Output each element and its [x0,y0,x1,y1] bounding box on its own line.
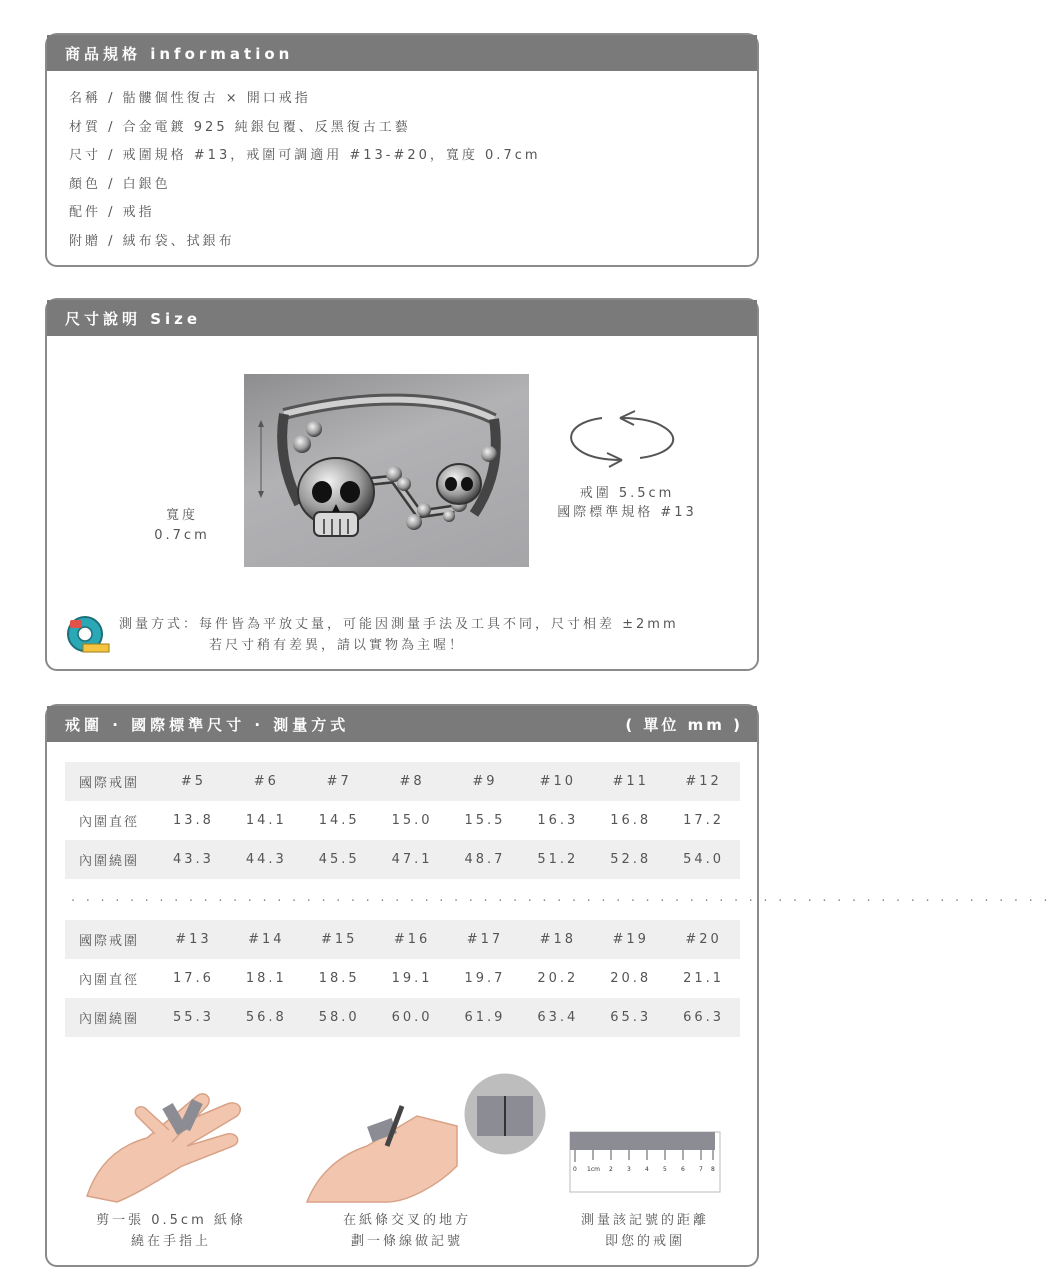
measure-note [119,614,679,656]
table-cell: 20.8 [610,971,652,986]
table-cell: #7 [303,762,376,801]
ruler-mark: 8 [711,1166,715,1173]
table-cell: #13 [157,920,230,959]
row-header: 內圍繞圈 [65,998,157,1037]
size-header: 尺寸說明 Size [47,300,757,336]
table-cell: 47.1 [376,840,449,879]
ruler-mark: 6 [681,1166,685,1173]
table-row-diameter [65,801,740,840]
row-header: 內圍繞圈 [65,840,157,879]
width-label [127,506,237,546]
ruler-mark: 2 [609,1166,613,1173]
table-cell: #17 [449,920,522,959]
table-cell: 21.1 [683,971,725,986]
table-cell: 16.8 [610,813,652,828]
table-cell: 18.5 [318,971,360,986]
width-label-text: 寬度 [165,508,198,523]
step3-caption [545,1210,745,1252]
size-table-a [65,762,740,879]
info-row-color: 顏色 / 白銀色 [69,176,171,192]
product-info-panel [45,33,759,267]
product-info-header: 商品規格 information [47,35,757,71]
size-table-panel [45,704,1058,1267]
info-row-gift: 附贈 / 絨布袋、拭銀布 [69,233,235,249]
table-cell: 51.2 [521,840,594,879]
rotate-arrows-icon [562,410,682,470]
width-value: 0.7cm [154,528,210,543]
table-row-circumference [65,998,740,1037]
table-cell: 43.3 [157,840,230,879]
circumference-label [527,484,727,522]
table-cell: 63.4 [521,998,594,1037]
table-cell: 44.3 [230,840,303,879]
table-cell: #12 [667,762,740,801]
table-cell: 61.9 [449,998,522,1037]
info-row-size: 尺寸 / 戒圍規格 #13，戒圍可調適用 #13-#20，寬度 0.7cm [69,148,541,163]
table-cell: #18 [521,920,594,959]
table-cell: 14.1 [245,813,287,828]
dotted-separator: ................................................................... [71,890,1058,905]
table-row-size [65,762,740,801]
size-table-title: 戒圍 · 國際標準尺寸 · 測量方式 [65,715,350,734]
info-list [47,71,757,256]
table-cell: 17.2 [683,813,725,828]
step1-line2: 繞在手指上 [130,1234,211,1249]
table-row-circumference [65,840,740,879]
ruler-mark: 1cm [587,1166,600,1173]
size-table-b [65,920,740,1037]
table-cell: #20 [667,920,740,959]
table-cell: #9 [449,762,522,801]
table-cell: 14.5 [318,813,360,828]
table-cell: 17.6 [172,971,214,986]
measure-note-line2: 若尺寸稍有差異，請以實物為主喔！ [209,638,466,653]
unit-label: ( 單位 mm ) [625,715,743,734]
table-cell: 16.3 [537,813,579,828]
table-cell: #16 [376,920,449,959]
table-cell: 19.7 [464,971,506,986]
measure-note-line1: 測量方式：每件皆為平放丈量，可能因測量手法及工具不同，尺寸相差 ±2mm [119,617,679,632]
skull-ring-illustration [244,374,529,567]
table-cell: 56.8 [230,998,303,1037]
standard-size: 國際標準規格 #13 [557,505,697,520]
table-cell: 45.5 [303,840,376,879]
table-row-size [65,920,740,959]
size-panel [45,298,759,671]
step3-line2: 即您的戒圍 [604,1234,685,1249]
step3-line1: 測量該記號的距離 [580,1213,709,1228]
step2-caption [307,1210,507,1252]
row-header: 內圍直徑 [79,973,140,988]
info-row-material: 材質 / 合金電鍍 925 純銀包覆、反黑復古工藝 [69,119,411,135]
step2-line1: 在紙條交叉的地方 [342,1213,471,1228]
table-cell: 15.5 [464,813,506,828]
ruler-mark: 7 [699,1166,703,1173]
info-row-accessory: 配件 / 戒指 [69,205,155,220]
table-cell: 20.2 [537,971,579,986]
table-cell: 19.1 [391,971,433,986]
step1-caption [71,1210,271,1252]
table-cell: #6 [230,762,303,801]
size-table-header [47,706,757,742]
step2-mark-image [307,1076,547,1202]
table-cell: 54.0 [667,840,740,879]
ruler-mark: 5 [663,1166,667,1173]
table-cell: 52.8 [594,840,667,879]
table-cell: #11 [594,762,667,801]
ruler-mark: 4 [645,1166,649,1173]
circumference-value: 戒圍 5.5cm [579,486,675,501]
ruler-mark: 3 [627,1166,631,1173]
info-row-name: 名稱 / 骷髏個性復古 × 開口戒指 [69,91,311,106]
table-cell: 65.3 [594,998,667,1037]
table-cell: 13.8 [172,813,214,828]
row-header: 內圍直徑 [79,815,140,830]
step1-hand-image [77,1076,252,1202]
table-cell: #5 [157,762,230,801]
table-cell: 58.0 [303,998,376,1037]
ruler-mark: 0 [573,1166,577,1173]
table-cell: #8 [376,762,449,801]
row-header: 國際戒圍 [65,920,157,959]
table-cell: 60.0 [376,998,449,1037]
step3-ruler-image [565,1076,725,1202]
table-cell: #14 [230,920,303,959]
table-cell: #10 [521,762,594,801]
table-cell: 66.3 [667,998,740,1037]
tape-measure-icon [65,614,113,654]
step2-line2: 劃一條線做記號 [350,1234,463,1249]
ring-photo [244,374,529,567]
row-header: 國際戒圍 [65,762,157,801]
table-row-diameter [65,959,740,998]
table-cell: 18.1 [245,971,287,986]
table-cell: 15.0 [391,813,433,828]
table-cell: #19 [594,920,667,959]
table-cell: #15 [303,920,376,959]
step1-line1: 剪一張 0.5cm 紙條 [96,1213,246,1228]
table-cell: 55.3 [157,998,230,1037]
table-cell: 48.7 [449,840,522,879]
